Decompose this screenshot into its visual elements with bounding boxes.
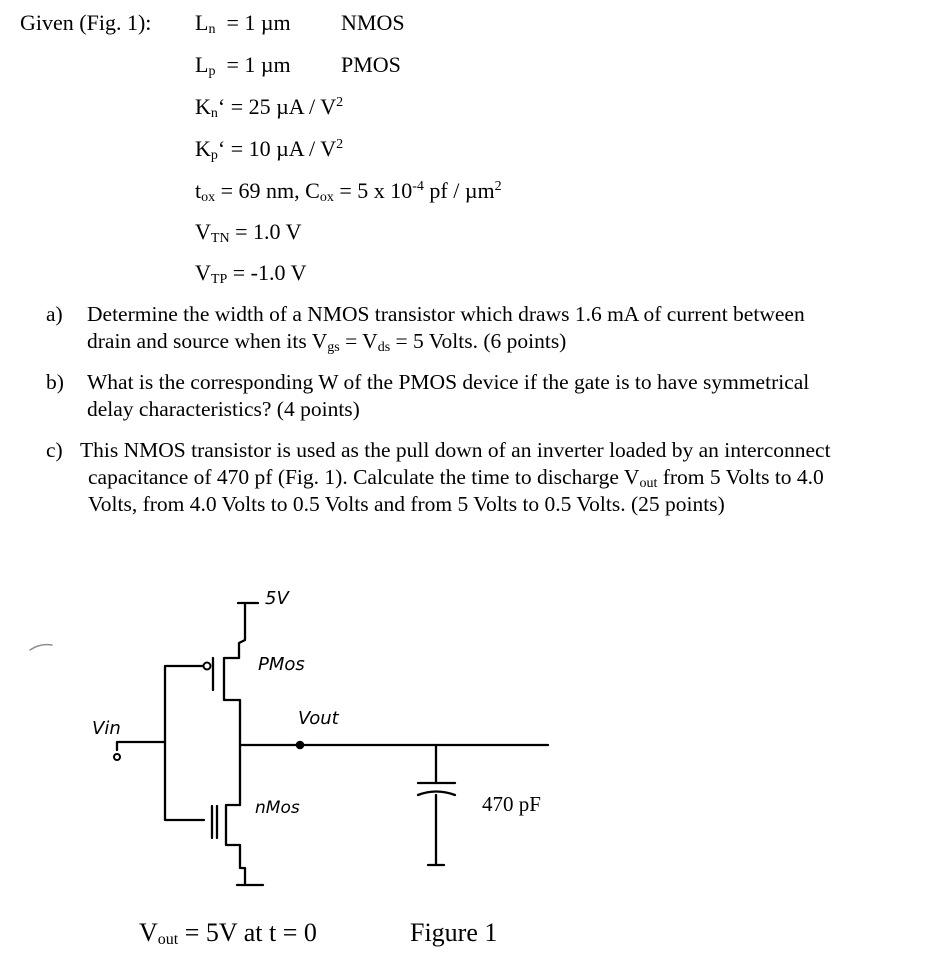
- question-c-line3: Volts, from 4.0 Volts to 0.5 Volts and from 5 Volts to 0.5 Volts. (25 points): [88, 492, 725, 516]
- question-b-label: b): [46, 370, 64, 394]
- pmos-gate-bubble: [204, 663, 211, 670]
- question-a-label: a): [46, 302, 63, 326]
- supply-voltage-label: 5V: [265, 588, 289, 609]
- question-c-line2: capacitance of 470 pf (Fig. 1). Calculate the time to discharge $V_{out}$ from 5 Volts to 4.0: [88, 465, 824, 491]
- pmos-source-lead: [239, 603, 245, 658]
- given-ln-device: NMOS: [341, 10, 405, 35]
- pmos-channel: [224, 658, 240, 718]
- vin-terminal: [114, 754, 120, 760]
- pmos-gate-wire: [165, 666, 204, 820]
- given-kp: $K_p‘ = 10$ µA / $V^2$: [195, 136, 344, 163]
- given-lp: $L_p = 1$ µm: [195, 52, 291, 79]
- given-vtn: $V_{TN} = 1.0$ V: [195, 219, 302, 246]
- question-c-label: c): [46, 438, 63, 462]
- vout-label: Vout: [298, 708, 339, 729]
- given-kn: $K_n‘ = 25$ µA / $V^2$: [195, 94, 344, 121]
- given-ln: $L_n = 1$ µm: [195, 10, 291, 37]
- capacitor-label: 470 pF: [482, 792, 541, 816]
- figure-label: Figure 1: [410, 918, 498, 947]
- pmos-label: PMos: [258, 654, 305, 675]
- given-lp-device: PMOS: [341, 52, 401, 77]
- figure-caption: $V_{out} = 5V$ at t = 0: [139, 918, 317, 948]
- question-a-line1: Determine the width of a NMOS transistor which draws 1.6 mA of current between: [87, 302, 805, 326]
- question-b: [46, 369, 926, 423]
- inverter-schematic: [0, 540, 947, 961]
- given-vtp: $V_{TP} = -1.0$ V: [195, 260, 307, 287]
- vin-lead: [117, 742, 165, 750]
- question-c: [46, 437, 941, 518]
- vin-label: Vin: [92, 718, 121, 739]
- question-a: [46, 301, 926, 355]
- stray-mark: [30, 645, 52, 650]
- question-c-line1: This NMOS transistor is used as the pull down of an inverter loaded by an interconnect: [80, 438, 831, 462]
- nmos-label: nMos: [255, 798, 300, 818]
- nmos-channel: [226, 805, 244, 868]
- given-tox-cox: $t_{ox} = 69$ nm, $C_{ox} = 5$ x $10^{-4}$ pf / µm$^2$: [195, 178, 502, 205]
- vout-dot: [296, 741, 304, 749]
- question-b-line2: delay characteristics? (4 points): [87, 397, 360, 421]
- question-b-line1: What is the corresponding W of the PMOS device if the gate is to have symmetrical: [87, 370, 810, 394]
- question-a-line2: drain and source when its $V_{gs} = V_{ds} = 5$ Volts. (6 points): [87, 329, 567, 355]
- given-label: Given (Fig. 1):: [20, 10, 152, 35]
